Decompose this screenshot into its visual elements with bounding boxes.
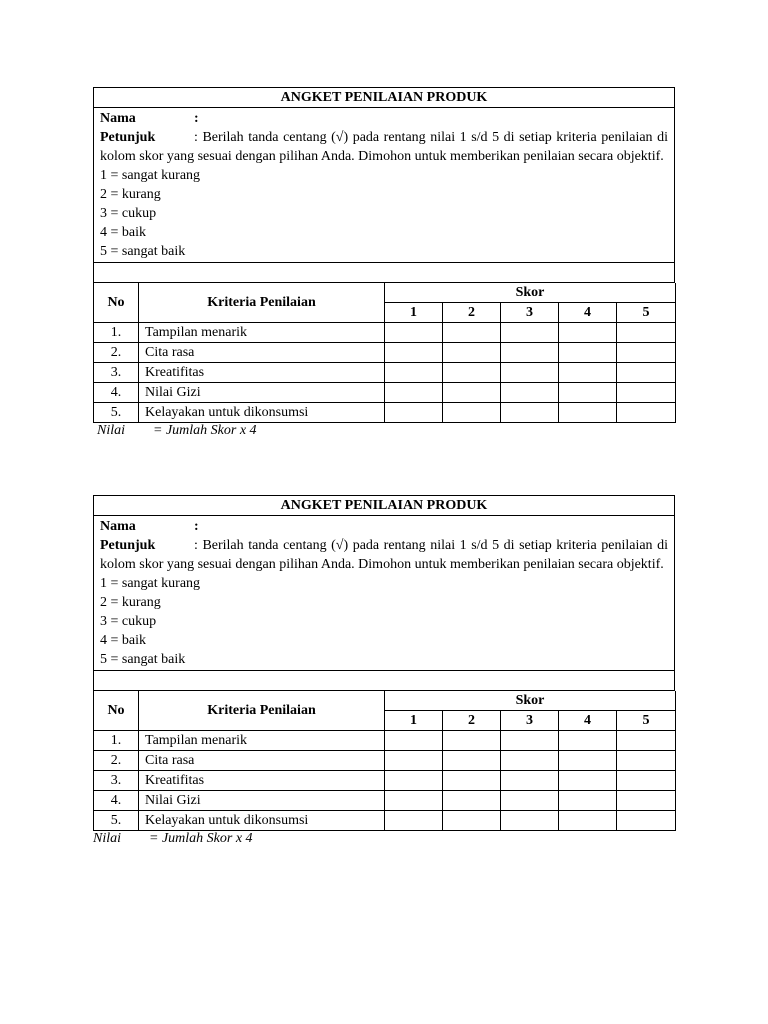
- score-cell[interactable]: [559, 323, 617, 343]
- table-row: [94, 403, 676, 423]
- score-cell[interactable]: [617, 791, 676, 811]
- scale-item-5: 5 = sangat baik: [100, 652, 186, 667]
- score-cell[interactable]: [385, 731, 443, 751]
- petunjuk-text: : Berilah tanda centang (√) pada rentang nilai 1 s/d 5 di setiap kriteria penilaian di kolom skor yang sesuai dengan pilihan Anda. Dimohon untuk memberikan penilaian secara objektif.: [100, 538, 668, 572]
- score-cell[interactable]: [385, 363, 443, 383]
- score-cell[interactable]: [559, 751, 617, 771]
- row-kriteria: Nilai Gizi: [139, 791, 385, 811]
- score-cell[interactable]: [559, 383, 617, 403]
- col-kriteria-header: Kriteria Penilaian: [139, 691, 385, 731]
- row-kriteria: Nilai Gizi: [139, 383, 385, 403]
- score-cell[interactable]: [617, 383, 676, 403]
- score-cell[interactable]: [443, 383, 501, 403]
- skor-5-header: 5: [617, 711, 676, 731]
- footer-label: Nilai: [97, 423, 126, 438]
- skor-1-header: 1: [385, 711, 443, 731]
- score-cell[interactable]: [443, 363, 501, 383]
- assessment-form-1: [93, 87, 675, 439]
- petunjuk-paragraph: [100, 536, 668, 574]
- score-cell[interactable]: [443, 731, 501, 751]
- row-kriteria: Tampilan menarik: [139, 323, 385, 343]
- score-cell[interactable]: [617, 363, 676, 383]
- table-row: [94, 791, 676, 811]
- form-title: ANGKET PENILAIAN PRODUK: [94, 88, 675, 108]
- score-cell[interactable]: [443, 771, 501, 791]
- nama-colon: :: [194, 111, 199, 126]
- score-cell[interactable]: [443, 791, 501, 811]
- row-kriteria: Tampilan menarik: [139, 731, 385, 751]
- row-number: 1.: [94, 323, 139, 343]
- score-formula: [93, 423, 675, 439]
- row-number: 2.: [94, 751, 139, 771]
- row-number: 3.: [94, 771, 139, 791]
- blank-row: [94, 671, 675, 691]
- score-cell[interactable]: [443, 323, 501, 343]
- nama-label: Nama: [100, 111, 136, 126]
- score-cell[interactable]: [385, 323, 443, 343]
- score-cell[interactable]: [559, 343, 617, 363]
- scale-item-4: 4 = baik: [100, 225, 146, 240]
- score-cell[interactable]: [501, 811, 559, 831]
- scale-item-4: 4 = baik: [100, 633, 146, 648]
- footer-label: Nilai: [93, 831, 122, 846]
- score-cell[interactable]: [501, 403, 559, 423]
- score-cell[interactable]: [617, 751, 676, 771]
- row-kriteria: Kreatifitas: [139, 363, 385, 383]
- score-cell[interactable]: [617, 403, 676, 423]
- score-cell[interactable]: [501, 791, 559, 811]
- nama-label: Nama: [100, 519, 136, 534]
- score-cell[interactable]: [617, 343, 676, 363]
- skor-1-header: 1: [385, 303, 443, 323]
- scale-item-1: 1 = sangat kurang: [100, 168, 201, 183]
- score-cell[interactable]: [385, 403, 443, 423]
- row-number: 4.: [94, 383, 139, 403]
- scale-item-3: 3 = cukup: [100, 206, 157, 221]
- footer-formula: = Jumlah Skor x 4: [149, 831, 253, 846]
- score-cell[interactable]: [501, 731, 559, 751]
- blank-row: [94, 263, 675, 283]
- row-number: 5.: [94, 811, 139, 831]
- row-number: 5.: [94, 403, 139, 423]
- form-info-block: [94, 108, 675, 263]
- score-cell[interactable]: [501, 363, 559, 383]
- row-kriteria: Kreatifitas: [139, 771, 385, 791]
- score-cell[interactable]: [385, 383, 443, 403]
- score-cell[interactable]: [559, 363, 617, 383]
- row-number: 4.: [94, 791, 139, 811]
- table-row: [94, 751, 676, 771]
- score-cell[interactable]: [385, 791, 443, 811]
- skor-5-header: 5: [617, 303, 676, 323]
- scale-item-5: 5 = sangat baik: [100, 244, 186, 259]
- col-no-header: No: [94, 283, 139, 323]
- table-row: [94, 811, 676, 831]
- table-row: [94, 323, 676, 343]
- score-cell[interactable]: [501, 383, 559, 403]
- petunjuk-label: Petunjuk: [100, 538, 156, 553]
- col-skor-header: Skor: [385, 691, 676, 711]
- score-cell[interactable]: [501, 343, 559, 363]
- score-cell[interactable]: [501, 771, 559, 791]
- table-row: [94, 731, 676, 751]
- score-cell[interactable]: [443, 343, 501, 363]
- scale-item-2: 2 = kurang: [100, 595, 161, 610]
- skor-3-header: 3: [501, 303, 559, 323]
- score-cell[interactable]: [443, 751, 501, 771]
- petunjuk-text: : Berilah tanda centang (√) pada rentang nilai 1 s/d 5 di setiap kriteria penilaian di kolom skor yang sesuai dengan pilihan Anda. Dimohon untuk memberikan penilaian secara objektif.: [100, 130, 668, 164]
- score-cell[interactable]: [385, 771, 443, 791]
- row-kriteria: Kelayakan untuk dikonsumsi: [139, 811, 385, 831]
- scale-item-2: 2 = kurang: [100, 187, 161, 202]
- assessment-form-2: [93, 495, 675, 847]
- row-number: 2.: [94, 343, 139, 363]
- col-kriteria-header: Kriteria Penilaian: [139, 283, 385, 323]
- score-cell[interactable]: [385, 343, 443, 363]
- table-row: [94, 771, 676, 791]
- skor-2-header: 2: [443, 303, 501, 323]
- score-cell[interactable]: [559, 731, 617, 751]
- score-cell[interactable]: [443, 811, 501, 831]
- col-skor-header: Skor: [385, 283, 676, 303]
- score-cell[interactable]: [501, 323, 559, 343]
- score-table: [93, 283, 676, 423]
- skor-4-header: 4: [559, 711, 617, 731]
- table-row: [94, 363, 676, 383]
- petunjuk-paragraph: [100, 128, 668, 166]
- form-header-table: [93, 495, 675, 691]
- form-info-block: [94, 516, 675, 671]
- skor-2-header: 2: [443, 711, 501, 731]
- petunjuk-label: Petunjuk: [100, 130, 156, 145]
- col-no-header: No: [94, 691, 139, 731]
- nama-colon: :: [194, 519, 199, 534]
- skor-3-header: 3: [501, 711, 559, 731]
- score-cell[interactable]: [559, 791, 617, 811]
- row-kriteria: Cita rasa: [139, 751, 385, 771]
- form-title: ANGKET PENILAIAN PRODUK: [94, 496, 675, 516]
- score-table: [93, 691, 676, 831]
- score-cell[interactable]: [559, 403, 617, 423]
- row-number: 1.: [94, 731, 139, 751]
- footer-formula: = Jumlah Skor x 4: [153, 423, 257, 438]
- score-cell[interactable]: [385, 811, 443, 831]
- score-cell[interactable]: [501, 751, 559, 771]
- scale-item-1: 1 = sangat kurang: [100, 576, 201, 591]
- row-number: 3.: [94, 363, 139, 383]
- form-header-table: [93, 87, 675, 283]
- table-row: [94, 343, 676, 363]
- nama-line: [100, 109, 668, 128]
- skor-4-header: 4: [559, 303, 617, 323]
- score-cell[interactable]: [617, 771, 676, 791]
- score-formula: [93, 831, 675, 847]
- nama-line: [100, 517, 668, 536]
- score-cell[interactable]: [559, 811, 617, 831]
- score-cell[interactable]: [617, 323, 676, 343]
- table-row: [94, 383, 676, 403]
- score-cell[interactable]: [559, 771, 617, 791]
- score-cell[interactable]: [617, 811, 676, 831]
- score-cell[interactable]: [617, 731, 676, 751]
- row-kriteria: Cita rasa: [139, 343, 385, 363]
- score-cell[interactable]: [443, 403, 501, 423]
- scale-item-3: 3 = cukup: [100, 614, 157, 629]
- row-kriteria: Kelayakan untuk dikonsumsi: [139, 403, 385, 423]
- score-cell[interactable]: [385, 751, 443, 771]
